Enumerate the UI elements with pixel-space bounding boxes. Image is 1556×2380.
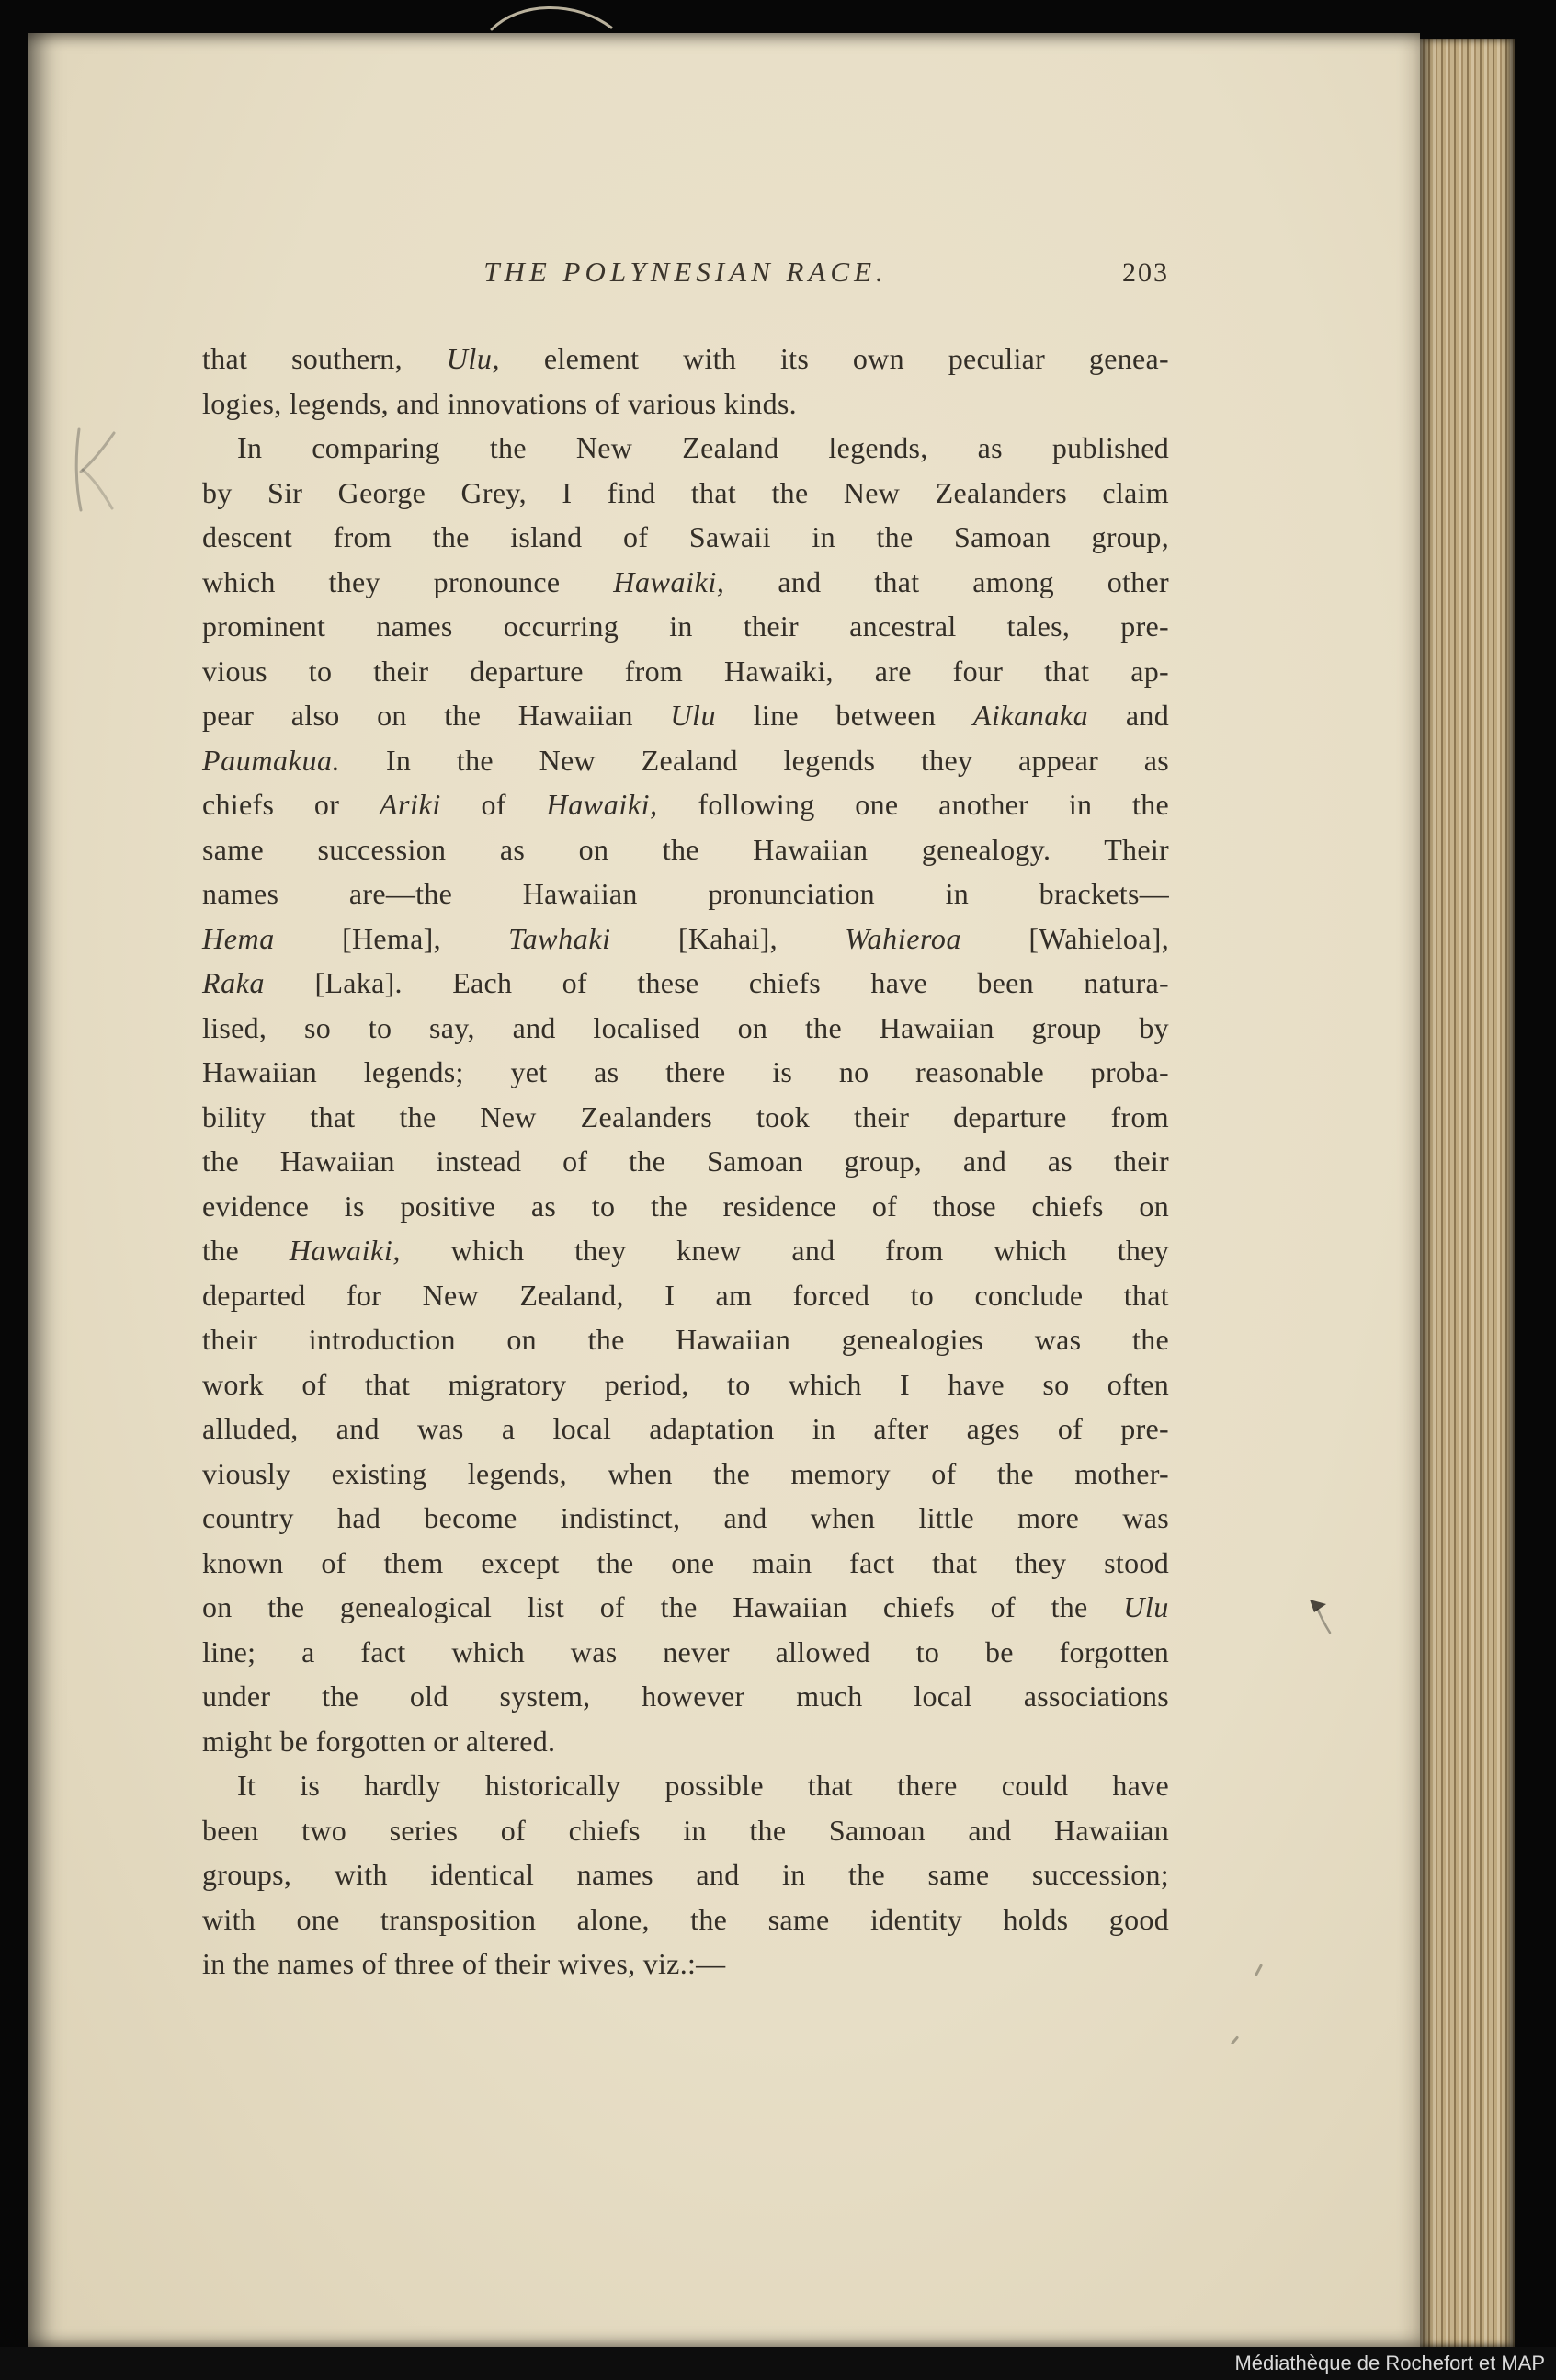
- text-line: descent from the island of Sawaii in the Samoan group,: [202, 520, 1169, 553]
- text-line: known of them except the one main fact that they stood: [202, 1545, 1169, 1579]
- text-line: Paumakua. In the New Zealand legends they appear as: [202, 743, 1169, 777]
- paragraph: [202, 336, 1169, 426]
- margin-pencil-mark: [66, 424, 131, 516]
- body-text: [202, 336, 1169, 1987]
- text-line: same succession as on the Hawaiian genealogy. Their: [202, 832, 1169, 866]
- text-line: on the genealogical list of the Hawaiian chiefs of the Ulu: [202, 1590, 1169, 1623]
- text-line: bility that the New Zealanders took their departure from: [202, 1099, 1169, 1133]
- text-line: viously existing legends, when the memory of the mother-: [202, 1456, 1169, 1490]
- running-title: THE POLYNESIAN RACE.: [483, 256, 888, 288]
- text-line: Raka [Laka]. Each of these chiefs have been natura-: [202, 966, 1169, 999]
- text-line: Hawaiian legends; yet as there is no reasonable proba-: [202, 1055, 1169, 1088]
- book-page: [28, 33, 1420, 2347]
- pencil-tick-mark: [1255, 1964, 1263, 1976]
- text-line: prominent names occurring in their ancestral tales, pre-: [202, 609, 1169, 643]
- text-line: the Hawaiian instead of the Samoan group, and as their: [202, 1144, 1169, 1178]
- text-line: country had become indistinct, and when little more was: [202, 1501, 1169, 1534]
- text-line: It is hardly historically possible that there could have: [237, 1769, 1169, 1802]
- text-line: evidence is positive as to the residence of those chiefs on: [202, 1189, 1169, 1223]
- text-line: which they pronounce Hawaiki, and that among other: [202, 564, 1169, 598]
- text-line: that southern, Ulu, element with its own peculiar genea-: [202, 342, 1169, 375]
- text-line: been two series of chiefs in the Samoan and Hawaiian: [202, 1813, 1169, 1847]
- text-line: In comparing the New Zealand legends, as published: [237, 431, 1169, 464]
- text-line: under the old system, however much local associations: [202, 1680, 1169, 1713]
- thread-artifact: [487, 0, 616, 31]
- text-line: might be forgotten or altered.: [202, 1724, 556, 1758]
- paragraph: [202, 1763, 1169, 1987]
- page-edges: [1420, 39, 1515, 2347]
- text-line: logies, legends, and innovations of various kinds.: [202, 386, 797, 420]
- text-line: lised, so to say, and localised on the Hawaiian group by: [202, 1010, 1169, 1044]
- watermark-bar: [0, 2347, 1556, 2380]
- text-line: alluded, and was a local adaptation in after ages of pre-: [202, 1412, 1169, 1445]
- text-line: chiefs or Ariki of Hawaiki, following one another in the: [202, 788, 1170, 821]
- ink-smudge-mark: [1305, 1595, 1333, 1635]
- text-line: groups, with identical names and in the same succession;: [202, 1858, 1169, 1891]
- text-line: vious to their departure from Hawaiki, are four that ap-: [202, 654, 1169, 688]
- text-line: their introduction on the Hawaiian genealogies was the: [202, 1323, 1169, 1356]
- text-line: by Sir George Grey, I find that the New Zealanders claim: [202, 475, 1169, 509]
- paragraph: [202, 426, 1169, 1763]
- page-header: [202, 256, 1169, 298]
- text-line: Hema [Hema], Tawhaki [Kahai], Wahieroa [Wahieloa],: [202, 921, 1169, 955]
- watermark-text: Médiathèque de Rochefort et MAP: [1234, 2352, 1545, 2374]
- pencil-tick-mark: [1231, 2035, 1239, 2044]
- text-line: line; a fact which was never allowed to be forgotten: [202, 1634, 1169, 1668]
- text-line: departed for New Zealand, I am forced to conclude that: [202, 1278, 1169, 1312]
- page-number: 203: [1122, 257, 1169, 288]
- text-line: the Hawaiki, which they knew and from which they: [202, 1234, 1169, 1267]
- text-line: names are—the Hawaiian pronunciation in brackets—: [202, 877, 1169, 910]
- text-line: with one transposition alone, the same identity holds good: [202, 1902, 1169, 1936]
- text-line: in the names of three of their wives, viz.:—: [202, 1947, 726, 1980]
- text-line: pear also on the Hawaiian Ulu line between Aikanaka and: [202, 699, 1169, 732]
- text-line: work of that migratory period, to which I have so often: [202, 1367, 1169, 1401]
